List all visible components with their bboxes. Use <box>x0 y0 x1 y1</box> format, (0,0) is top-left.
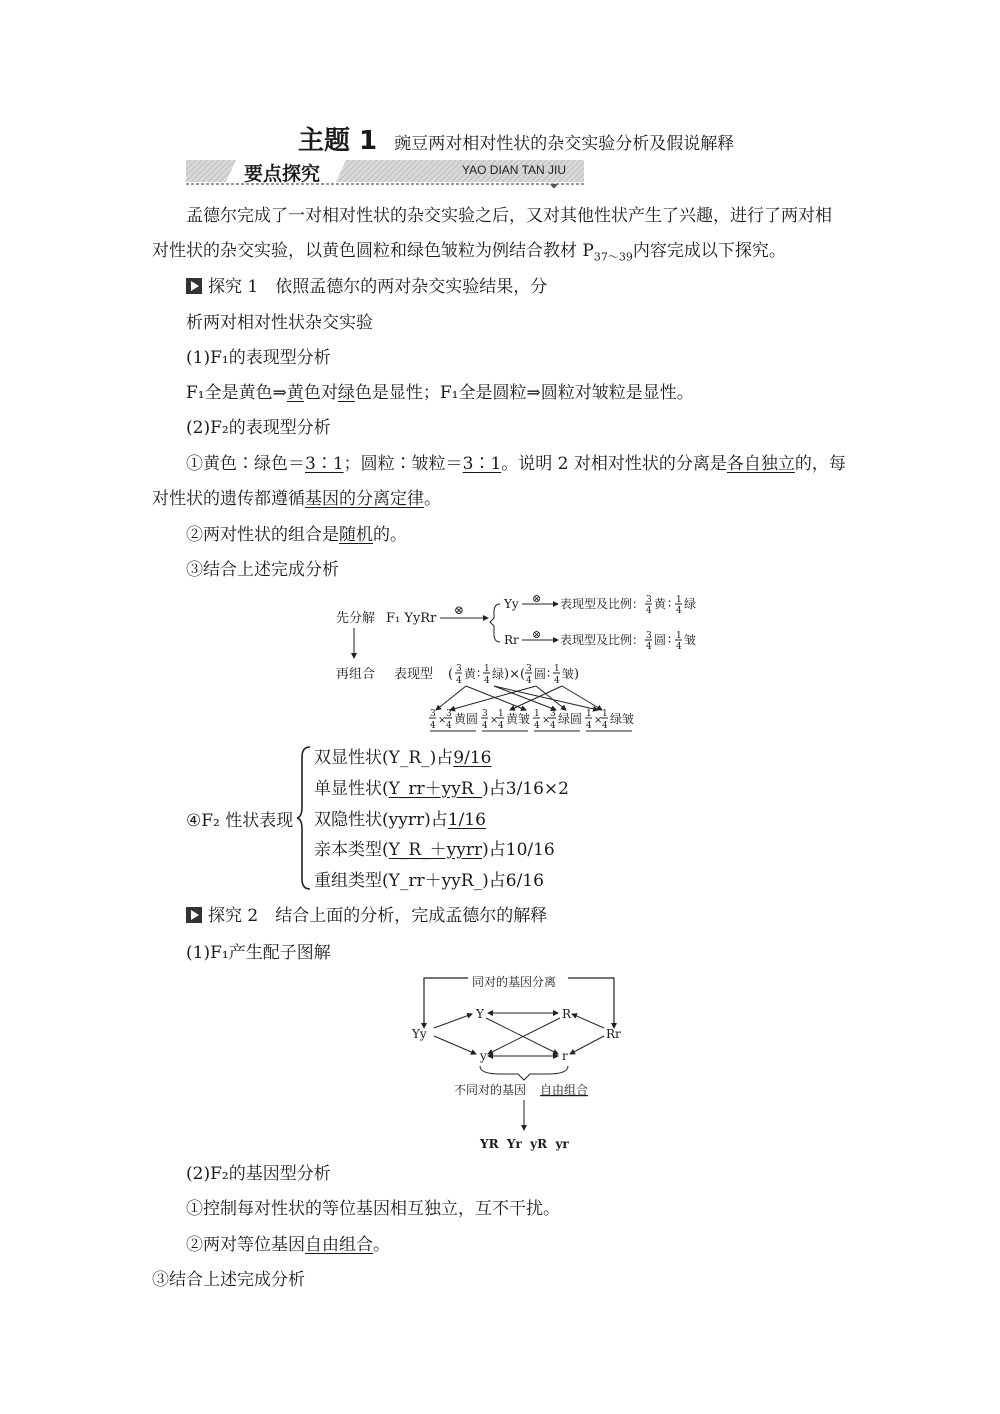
d1-yy: Yy <box>504 597 519 611</box>
svg-text:3: 3 <box>446 709 452 719</box>
d1-combo-yr: 黄圆 <box>454 712 479 726</box>
d2-yy: Yy <box>412 1027 427 1041</box>
f2-text: 的，每 <box>794 454 846 474</box>
f2-item-text: 双隐性状(yyrr)占 <box>314 810 448 830</box>
probe2-p4 <box>186 1235 390 1255</box>
svg-text:): ) <box>574 667 580 682</box>
svg-text:3: 3 <box>456 664 462 674</box>
svg-text:∶: ∶ <box>668 633 672 647</box>
svg-text:3: 3 <box>526 664 532 674</box>
svg-text:1: 1 <box>676 595 682 605</box>
svg-text:4: 4 <box>482 721 488 731</box>
svg-text:3: 3 <box>482 709 488 719</box>
section-label: 要点探究 <box>244 163 321 185</box>
svg-text:4: 4 <box>430 721 436 731</box>
svg-text:4: 4 <box>550 721 556 731</box>
f2-list-item-4 <box>314 840 555 860</box>
svg-text:1: 1 <box>676 631 682 641</box>
p4-blank-free-combination: 自由组合 <box>305 1235 373 1255</box>
f2-text: 。说明 2 对相对性状的分离是 <box>501 454 727 474</box>
d1-combo-gw: 绿皱 <box>610 712 635 726</box>
f2-item-text-c: )占10/16 <box>482 840 555 860</box>
f1-blank-yellow: 黄 <box>286 383 304 403</box>
svg-text:4: 4 <box>456 676 462 686</box>
f1-text-a: F₁全是黄色⇒ <box>186 383 287 403</box>
svg-text:4: 4 <box>602 721 608 731</box>
f2-blank-ratio-2: 3∶1 <box>462 454 502 474</box>
svg-text:×: × <box>490 715 499 726</box>
d1-cross: ⊗ <box>454 603 465 617</box>
svg-text:∶: ∶ <box>547 667 551 681</box>
svg-text:4: 4 <box>676 606 682 616</box>
svg-text:1: 1 <box>484 664 490 674</box>
d1-wrinkled-2: 皱 <box>562 667 575 681</box>
d1-wrinkled: 皱 <box>684 633 697 647</box>
section-pinyin: YAO DIAN TAN JIU <box>462 163 567 177</box>
svg-text:(: ( <box>448 667 454 682</box>
d1-combo-gr: 绿圆 <box>558 712 583 726</box>
f2-list-item-3 <box>314 810 486 830</box>
f2-list-label: ④F₂ 性状表现 <box>186 811 294 831</box>
svg-text:∶: ∶ <box>668 597 672 611</box>
f2-item-blank: Y_R_＋yyrr <box>388 840 483 860</box>
svg-text:×: × <box>542 715 551 726</box>
d1-cross-yy: ⊗ <box>532 592 542 605</box>
f2-list-item-2 <box>314 779 569 799</box>
svg-text:4: 4 <box>586 721 592 731</box>
f2-list-item-5 <box>314 871 544 891</box>
d1-decompose: 先分解 <box>336 611 376 626</box>
d2-bottom-b: 自由组合 <box>540 1083 589 1097</box>
svg-text:1: 1 <box>554 664 560 674</box>
probe1-heading <box>186 277 547 297</box>
f1-blank-green: 绿 <box>337 383 355 403</box>
svg-text:4: 4 <box>534 721 540 731</box>
svg-text:4: 4 <box>554 676 560 686</box>
svg-text:∶: ∶ <box>477 667 481 681</box>
svg-text:4: 4 <box>526 676 532 686</box>
diagram-decompose-recombine <box>330 592 730 742</box>
svg-text:4: 4 <box>498 721 504 731</box>
svg-text:)×(: )×( <box>504 667 526 682</box>
d1-round-2: 圆 <box>534 667 547 681</box>
f2-line-3 <box>186 525 407 545</box>
f2-item-text: 双显性状(Y_R_)占 <box>314 748 454 768</box>
f2-text: ；圆粒∶皱粒＝ <box>343 454 463 474</box>
svg-text:3: 3 <box>646 595 652 605</box>
p4-text: ②两对等位基因 <box>186 1235 305 1255</box>
probe2-p3: ①控制每对性状的等位基因相互独立，互不干扰。 <box>186 1199 560 1219</box>
section-bar <box>186 158 586 188</box>
f2-item-text: 亲本类型( <box>314 840 389 860</box>
diagram-gametes <box>408 970 648 1156</box>
svg-text:1: 1 <box>534 709 540 719</box>
f2-line-2 <box>152 489 441 509</box>
play-icon <box>186 907 202 923</box>
svg-text:×: × <box>438 715 447 726</box>
play-icon <box>186 278 202 294</box>
f2-item-text: 重组类型(Y_rr＋yyR_)占6/16 <box>314 871 544 891</box>
f2-list-item-1 <box>314 748 491 768</box>
f2-blank-random: 随机 <box>339 525 373 545</box>
f2-text: 的。 <box>373 525 407 545</box>
f1-text-e: 色是显性；F₁全是圆粒⇒圆粒对皱粒是显性。 <box>354 383 694 403</box>
f2-text: ①黄色∶绿色＝ <box>186 454 305 474</box>
f1-title: (1)F₁的表现型分析 <box>186 348 331 368</box>
f2-item-text-c: )占3/16×2 <box>482 779 569 799</box>
f2-item-blank: Y_rr＋yyR_ <box>388 779 483 799</box>
d2-rr: Rr <box>606 1027 621 1041</box>
f2-text: 对性状的遗传都遵循 <box>152 489 305 509</box>
f2-text: 。 <box>424 489 441 509</box>
svg-text:3: 3 <box>430 709 436 719</box>
f2-item-text: 单显性状( <box>314 779 389 799</box>
svg-text:4: 4 <box>646 642 652 652</box>
f2-title: (2)F₂的表现型分析 <box>186 418 331 438</box>
d2-y: y <box>480 1049 487 1063</box>
d2-top: 同对的基因分离 <box>472 975 557 989</box>
d1-ratio-label-1: 表现型及比例： <box>560 597 645 611</box>
d1-recombine: 再组合 <box>336 667 376 682</box>
probe2-head: 探究 2 结合上面的分析，完成孟德尔的解释 <box>208 906 548 926</box>
svg-text:4: 4 <box>446 721 452 731</box>
f2-item-blank: 1/16 <box>447 810 486 830</box>
probe1-head2: 析两对相对性状杂交实验 <box>186 313 373 333</box>
probe2-p2: (2)F₂的基因型分析 <box>186 1164 331 1184</box>
intro-line-1: 孟德尔完成了一对相对性状的杂交实验之后，又对其他性状产生了兴趣，进行了两对相 <box>186 206 832 226</box>
intro-pages: 37～39 <box>593 250 633 264</box>
probe2-p5: ③结合上述完成分析 <box>152 1270 305 1290</box>
d1-round: 圆 <box>654 633 667 647</box>
d2-bottom-a: 不同对的基因 <box>454 1083 527 1097</box>
d2-Y: Y <box>476 1007 484 1021</box>
d1-green: 绿 <box>684 597 697 611</box>
f2-blank-law: 基因的分离定律 <box>305 489 424 509</box>
title <box>298 120 734 157</box>
f2-line-1 <box>186 454 846 474</box>
svg-text:3: 3 <box>646 631 652 641</box>
f2-blank-independent: 各自独立 <box>726 454 795 474</box>
d1-green-2: 绿 <box>492 667 505 681</box>
svg-text:1: 1 <box>498 709 504 719</box>
title-main: 主题 1 <box>298 126 378 156</box>
f2-blank-ratio-1: 3∶1 <box>305 454 344 474</box>
f2-line-4: ③结合上述完成分析 <box>186 560 339 580</box>
d2-r: r <box>562 1049 568 1063</box>
svg-text:1: 1 <box>586 709 592 719</box>
svg-text:4: 4 <box>484 676 490 686</box>
f2-item-blank: 9/16 <box>453 748 492 768</box>
d1-combo-yw: 黄皱 <box>506 712 531 726</box>
brace-icon <box>296 745 312 891</box>
d1-yellow-2: 黄 <box>464 667 477 681</box>
f1-analysis <box>186 383 694 403</box>
svg-text:4: 4 <box>646 606 652 616</box>
intro-line-2 <box>152 241 786 267</box>
d1-f1: F₁ YyRr <box>386 611 437 626</box>
svg-text:4: 4 <box>676 642 682 652</box>
title-sub: 豌豆两对相对性状的杂交实验分析及假说解释 <box>394 134 735 154</box>
probe2-heading <box>186 906 547 926</box>
intro-text: 对性状的杂交实验，以黄色圆粒和绿色皱粒为例结合教材 P <box>152 241 594 261</box>
p4-text-c: 。 <box>373 1235 390 1255</box>
d1-cross-rr: ⊗ <box>532 628 542 641</box>
d1-yellow: 黄 <box>654 597 667 611</box>
d1-ratio-label-2: 表现型及比例： <box>560 633 645 647</box>
d1-rr: Rr <box>504 633 519 647</box>
intro-text-b: 内容完成以下探究。 <box>632 241 786 261</box>
svg-text:1: 1 <box>602 709 608 719</box>
d2-R: R <box>562 1007 572 1021</box>
probe1-head1: 探究 1 依照孟德尔的两对杂交实验结果，分 <box>208 277 548 297</box>
d1-phenotype: 表现型 <box>394 667 434 682</box>
svg-text:×: × <box>594 715 603 726</box>
probe2-p1: (1)F₁产生配子图解 <box>186 943 331 963</box>
svg-text:3: 3 <box>550 709 556 719</box>
f2-text: ②两对性状的组合是 <box>186 525 339 545</box>
f1-text-c: 色对 <box>303 383 338 403</box>
d2-gametes: YR Yr yR yr <box>480 1137 569 1151</box>
